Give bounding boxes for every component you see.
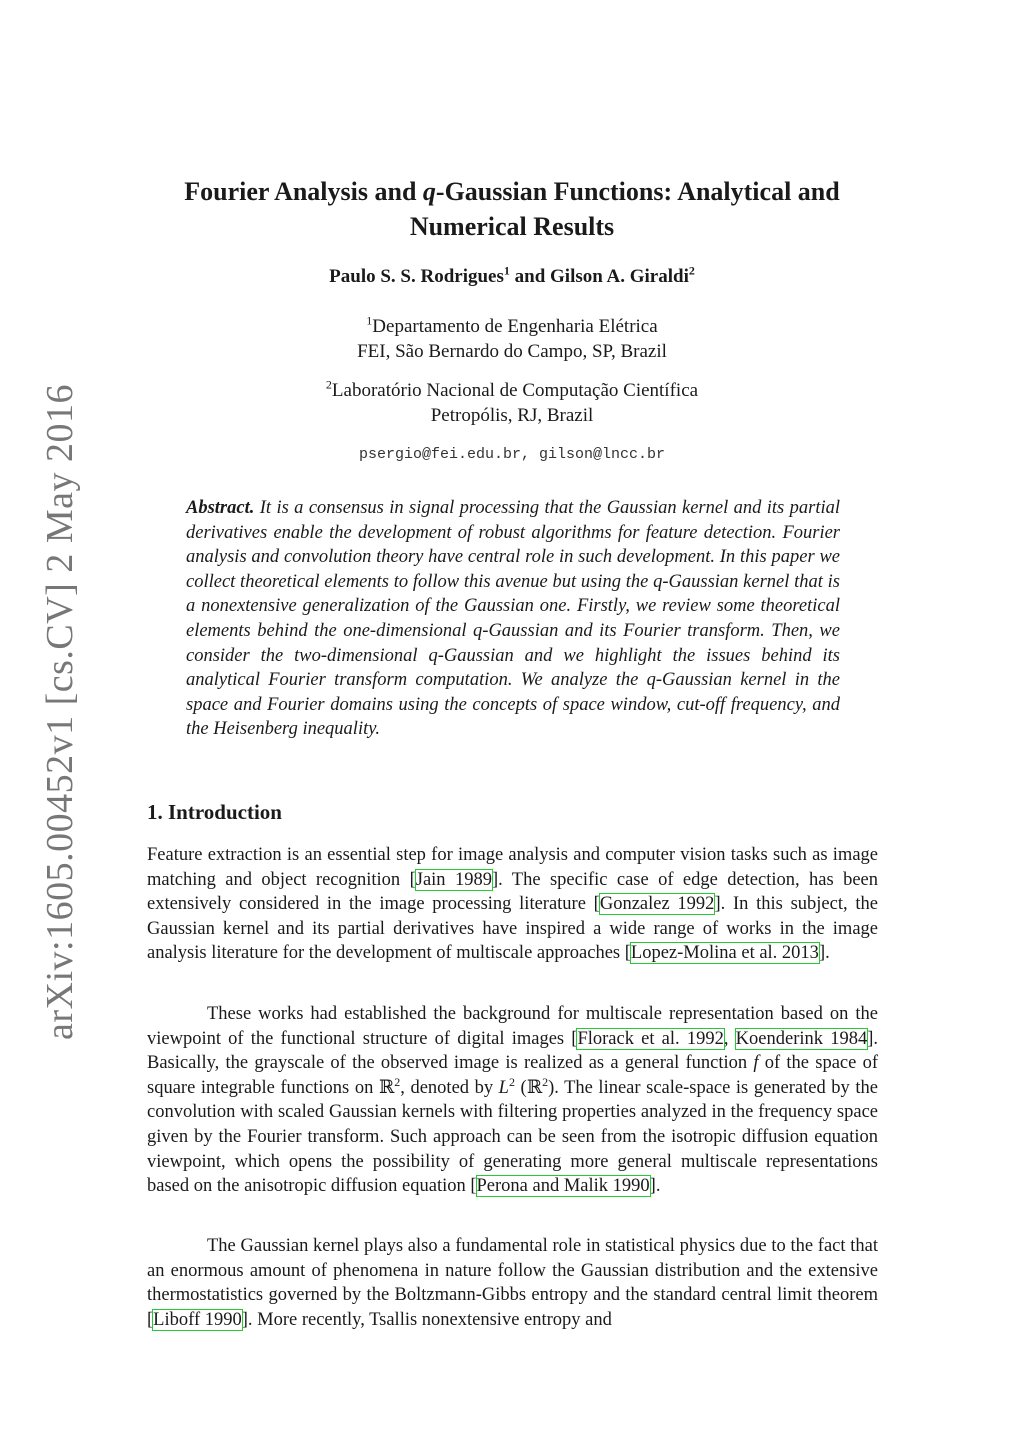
citation-link[interactable]: Perona and Malik 1990 (476, 1176, 650, 1197)
citation-link[interactable]: Jain 1989 (415, 869, 492, 890)
author-name: Gilson A. Giraldi (550, 266, 689, 287)
affiliation: $^1$Departamento de Engenharia Elétrica FEI, São Bernardo do Campo, SP, Brazil (357, 313, 667, 362)
intro-paragraph: The Gaussian kernel plays also a fundamental role in statistical physics due to the fact that an enormous amount of phenomena in nature follow the Gaussian distribution and the extensive thermostatistics governed by the Boltzmann-Gibbs entropy and the standard central limit theorem [Liboff 1990]. More recently, Tsallis nonextensive entropy and (147, 1236, 878, 1330)
author-emails: psergio@fei.edu.br, gilson@lncc.br (358, 446, 666, 463)
intro-paragraph: These works had established the background for multiscale representation based on the viewpoint of the functional structure of digital images [Florack et al. 1992, Koenderink 1984]. Basically, the grayscale of the observed image is realized as a general function f of the space of square integrable functions on ℝ$^2$, denoted by $L^2$ (ℝ$^2$). The linear scale-space is generated by the convolution with scaled Gaussian kernels with filtering properties analyzed in the frequency space given by the Fourier transform. Such approach can be seen from the isotropic diffusion equation viewpoint, which opens the possibility of generating more general multiscale representations based on the anisotropic diffusion equation [Perona and Malik 1990]. (147, 1004, 878, 1197)
affiliation: $^2$Laboratório Nacional de Computação Científica Petropólis, RJ, Brazil (325, 377, 699, 426)
author-name: Paulo S. S. Rodrigues (329, 266, 504, 287)
abstract: Abstract. It is a consensus in signal processing that the Gaussian kernel and its partial derivatives enable the development of robust algorithms for feature detection. Fourier analysis and convolution theory have central role in such development. In this paper we collect theoretical elements to follow this avenue but using the q-Gaussian kernel that is a nonextensive generalization of the Gaussian one. Firstly, we review some theoretical elements behind the one-dimensional q-Gaussian and its Fourier transform. Then, we consider the two-dimensional q-Gaussian and we highlight the issues behind its analytical Fourier transform computation. We analyze the q-Gaussian kernel in the space and Fourier domains using the concepts of space window, cut-off frequency, and the Heisenberg inequality. (186, 498, 840, 740)
arxiv-stamp: arXiv:1605.00452v1 [cs.CV] 2 May 2016 (39, 384, 81, 1040)
intro-paragraph: Feature extraction is an essential step for image analysis and computer vision tasks such as image matching and object recognition [Jain 1989]. The specific case of edge detection, has been extensively considered in the image processing literature [Gonzalez 1992]. In this subject, the Gaussian kernel and its partial derivatives have inspired a wide range of works in the image analysis literature for the development of multiscale approaches [Lopez-Molina et al. 2013]. (147, 845, 879, 964)
section-heading: 1. Introduction (147, 800, 282, 824)
citation-link[interactable]: Liboff 1990 (153, 1309, 242, 1330)
citation-link[interactable]: Florack et al. 1992 (577, 1028, 724, 1049)
citation-link[interactable]: Koenderink 1984 (735, 1028, 868, 1049)
citation-link[interactable]: Lopez-Molina et al. 2013 (630, 943, 819, 964)
paper-title: Fourier Analysis and q-Gaussian Functions: Analytical and Numerical Results (184, 177, 840, 241)
citation-link[interactable]: Gonzalez 1992 (599, 894, 715, 915)
authors: Paulo S. S. Rodrigues$^1$ and Gilson A. Giraldi$^2$ (329, 263, 695, 287)
abstract-label: Abstract. (186, 498, 255, 518)
